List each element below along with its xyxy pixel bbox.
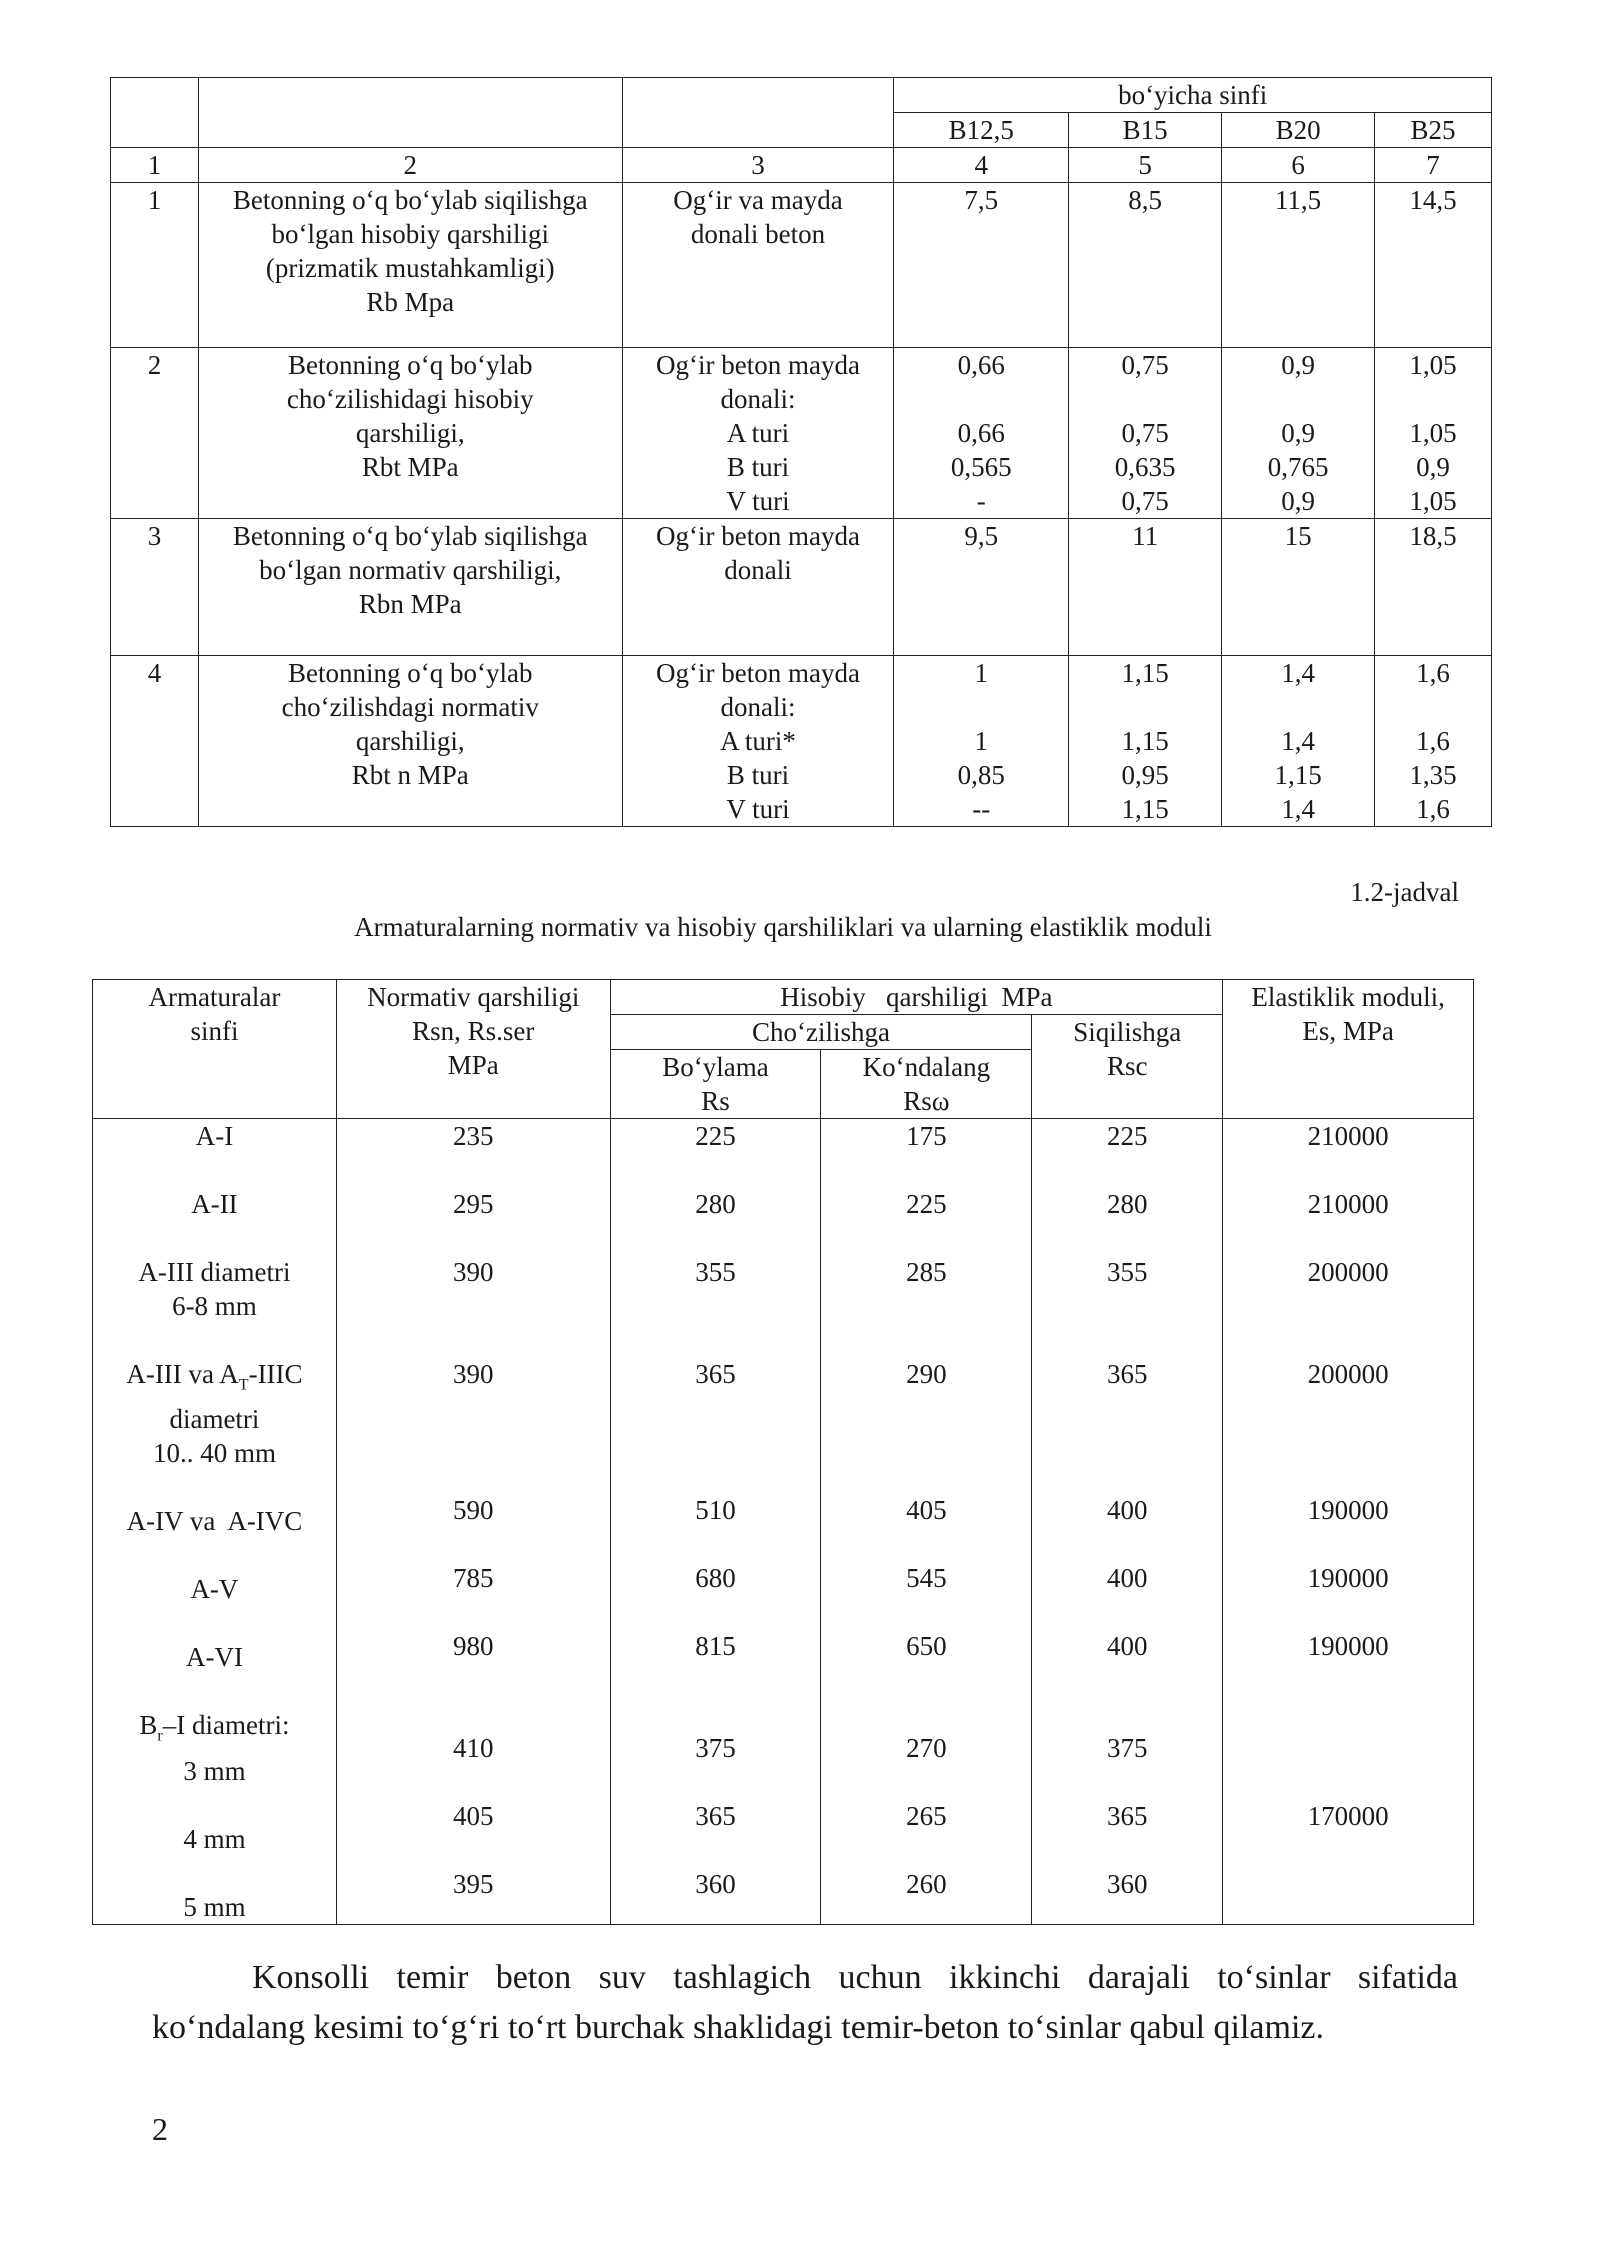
header-class [93, 980, 337, 1119]
value-line: 1,05 [1409, 418, 1457, 448]
concrete-type [622, 183, 894, 348]
value-line: 375 [695, 1733, 736, 1763]
spacer [1227, 1323, 1469, 1357]
spacer [1227, 1663, 1469, 1697]
value-cell [894, 656, 1069, 827]
header-empty-cell [111, 78, 199, 148]
spacer [825, 1289, 1027, 1323]
value-line: 980 [453, 1631, 494, 1661]
value-cell: 9,5 [894, 519, 1069, 656]
class-line: 6-8 mm [172, 1291, 257, 1321]
value-cell: 8,5 [1069, 183, 1222, 348]
value-line: 225 [906, 1189, 947, 1219]
text-line: Rbt MPa [361, 452, 459, 482]
value-line: 0,95 [1121, 760, 1169, 790]
value-line: 0,66 [957, 350, 1005, 380]
spacer [97, 1606, 332, 1640]
body-paragraph [152, 1953, 1458, 2053]
spacer [825, 1527, 1027, 1561]
value-line: 1,05 [1409, 486, 1457, 516]
spacer [825, 1459, 1027, 1493]
class-line: A-II [191, 1189, 238, 1219]
class-text: B [139, 1710, 158, 1741]
spacer [1036, 1425, 1218, 1459]
header-compression [1032, 1015, 1223, 1119]
value-line [1379, 690, 1487, 724]
text-line: cho‘zilishidagi hisobiy [286, 384, 534, 414]
value-line: 0,9 [1281, 350, 1315, 380]
spacer [615, 1153, 817, 1187]
text-line: (prizmatik mustahkamligi) [265, 253, 555, 283]
value-line: 410 [453, 1733, 494, 1763]
value-line: 390 [453, 1257, 494, 1287]
row-number: 3 [111, 519, 199, 656]
value-line: 190000 [1307, 1631, 1389, 1661]
text-line: Betonning o‘q bo‘ylab siqilishga [232, 185, 588, 215]
text-line: A turi* [720, 726, 796, 756]
class-line: A-IV va A-IVC [126, 1506, 303, 1537]
class-text: A-III va A [126, 1359, 239, 1389]
value-line: 1,15 [1121, 658, 1169, 688]
column-number: 1 [111, 148, 199, 183]
text-line: Rsω [903, 1086, 950, 1116]
spacer [615, 1459, 817, 1493]
column-number: 5 [1069, 148, 1222, 183]
value-line: 280 [1107, 1189, 1148, 1219]
value-line: 360 [1107, 1869, 1148, 1899]
value-line: 365 [695, 1801, 736, 1831]
class-line [97, 1708, 332, 1753]
text-line: Es, MPa [1302, 1016, 1394, 1046]
text-line: Bo‘ylama [662, 1052, 769, 1082]
row-number: 4 [111, 656, 199, 827]
spacer [341, 1833, 606, 1867]
spacer [615, 1221, 817, 1255]
value-line [1036, 1697, 1218, 1731]
text-line: Betonning o‘q bo‘ylab [288, 350, 533, 380]
spacer [615, 1833, 817, 1867]
value-line: 1,6 [1416, 658, 1450, 688]
value-line: 1 [974, 726, 989, 756]
spacer [341, 1289, 606, 1323]
text-line: cho‘zilishdagi normativ [281, 692, 539, 722]
value-line: 0,635 [1114, 452, 1176, 482]
spacer [1036, 1595, 1218, 1629]
spacer [1227, 1459, 1469, 1493]
value-line [1073, 382, 1217, 416]
value-cell [1222, 656, 1375, 827]
spacer [615, 1765, 817, 1799]
value-line: 0,765 [1267, 452, 1329, 482]
value-line: 365 [1107, 1801, 1148, 1831]
value-line: 175 [906, 1121, 947, 1151]
value-line: 0,9 [1281, 418, 1315, 448]
class-header: B15 [1069, 113, 1222, 148]
modulus-column [1223, 1119, 1474, 1925]
text-line: sinfi [190, 1016, 239, 1046]
page-number: 2 [152, 2111, 168, 2147]
class-line: A-III diametri [138, 1257, 291, 1287]
table-number: 1.2-jadval [1350, 877, 1459, 907]
spacer [1227, 1595, 1469, 1629]
spacer [1227, 1391, 1469, 1425]
value-cell [1069, 656, 1222, 827]
value-line: 1,4 [1281, 794, 1315, 824]
spacer [97, 1788, 332, 1822]
text-line: MPa [447, 1050, 499, 1080]
class-cell [93, 1119, 337, 1925]
text-line: Rsn, Rs.ser [412, 1016, 535, 1046]
table-header-row [93, 980, 1474, 1015]
text-line: Ko‘ndalang [862, 1052, 991, 1082]
spacer [341, 1391, 606, 1425]
resistance-name [198, 183, 622, 348]
value-line: -- [972, 794, 991, 824]
value-line [898, 690, 1064, 724]
spacer [615, 1289, 817, 1323]
table-row [93, 1119, 1474, 1925]
value-line: 295 [453, 1189, 494, 1219]
table-row [111, 348, 1492, 519]
value-line: 200000 [1307, 1359, 1389, 1389]
class-line: diametri [169, 1404, 260, 1435]
text-line: bo‘lgan hisobiy qarshiligi [271, 219, 549, 249]
value-line: 170000 [1307, 1801, 1389, 1831]
value-line: 545 [906, 1563, 947, 1593]
class-line: A-I [195, 1121, 234, 1151]
spacer [97, 1323, 332, 1357]
value-line [1227, 1697, 1469, 1731]
text-line: donali [724, 555, 792, 585]
spacer [1227, 1221, 1469, 1255]
class-line [97, 1357, 332, 1402]
value-line: 815 [695, 1631, 736, 1661]
value-line: 355 [1107, 1257, 1148, 1287]
spacer [1036, 1221, 1218, 1255]
spacer [97, 1153, 332, 1187]
value-line: 210000 [1307, 1189, 1389, 1219]
normative-column [336, 1119, 610, 1925]
value-line: 225 [1107, 1121, 1148, 1151]
value-line: 680 [695, 1563, 736, 1593]
value-line: 270 [906, 1733, 947, 1763]
value-line: 1,15 [1274, 760, 1322, 790]
spacer [615, 1391, 817, 1425]
value-line: 190000 [1307, 1495, 1389, 1525]
spacer [97, 1538, 332, 1572]
spacer [1227, 1833, 1469, 1867]
text-line: Normativ qarshiligi [367, 982, 580, 1012]
text-line: Armaturalar [148, 982, 281, 1012]
spacer [341, 1221, 606, 1255]
header-tension: Cho‘zilishga [610, 1015, 1032, 1050]
value-line [1073, 690, 1217, 724]
value-line: 390 [453, 1359, 494, 1389]
value-line: 0,75 [1121, 486, 1169, 516]
value-cell: 18,5 [1375, 519, 1492, 656]
resistance-name [198, 519, 622, 656]
value-cell [1222, 348, 1375, 519]
spacer [825, 1833, 1027, 1867]
class-header: B25 [1375, 113, 1492, 148]
text-line: B turi [726, 452, 790, 482]
header-normative [336, 980, 610, 1119]
value-cell: 7,5 [894, 183, 1069, 348]
text-line: Rb Mpa [366, 287, 455, 317]
resistance-name [198, 656, 622, 827]
header-empty-cell [622, 78, 894, 148]
spacer [615, 1323, 817, 1357]
spacer [97, 1470, 332, 1504]
spacer [97, 1674, 332, 1708]
value-line: 285 [906, 1257, 947, 1287]
value-line [341, 1697, 606, 1731]
spacer [1036, 1153, 1218, 1187]
text-line: qarshiligi, [355, 726, 465, 756]
table-header-row [111, 78, 1492, 113]
column-number: 4 [894, 148, 1069, 183]
spacer [1036, 1663, 1218, 1697]
value-cell: 15 [1222, 519, 1375, 656]
value-line [1379, 382, 1487, 416]
value-line: 0,9 [1281, 486, 1315, 516]
text-line: Og‘ir beton mayda [656, 350, 860, 380]
spacer [1227, 1153, 1469, 1187]
value-line: 405 [453, 1801, 494, 1831]
value-line: 290 [906, 1359, 947, 1389]
value-line: 0,565 [950, 452, 1012, 482]
value-line: 0,66 [957, 418, 1005, 448]
spacer [1036, 1527, 1218, 1561]
text-line: Rs [701, 1086, 730, 1116]
value-line: 400 [1107, 1495, 1148, 1525]
value-line: 395 [453, 1869, 494, 1899]
spacer [1227, 1765, 1469, 1799]
spacer [825, 1595, 1027, 1629]
header-empty-cell [198, 78, 622, 148]
value-line: 1,15 [1121, 726, 1169, 756]
value-line: 235 [453, 1121, 494, 1151]
spacer [341, 1323, 606, 1357]
value-line: 280 [695, 1189, 736, 1219]
value-line: 360 [695, 1869, 736, 1899]
value-line [1226, 690, 1370, 724]
value-line: 225 [695, 1121, 736, 1151]
value-line: 1,15 [1121, 794, 1169, 824]
class-line: A-VI [185, 1642, 243, 1673]
value-line [825, 1697, 1027, 1731]
value-line: 375 [1107, 1733, 1148, 1763]
spacer [825, 1765, 1027, 1799]
value-line: 1,6 [1416, 794, 1450, 824]
paragraph-line: Konsolli temir beton suv tashlagich uchun ikkinchi darajali to‘sinlar sifatida [252, 1959, 1458, 1996]
spacer [97, 1856, 332, 1890]
compression-column [1032, 1119, 1223, 1925]
value-line: 355 [695, 1257, 736, 1287]
text-line: Rbt n MPa [351, 760, 469, 790]
spacer [825, 1153, 1027, 1187]
longitudinal-column [610, 1119, 821, 1925]
spacer [615, 1663, 817, 1697]
text-line: donali beton [690, 219, 826, 249]
column-number-row [111, 148, 1492, 183]
spacer [341, 1765, 606, 1799]
value-line [1227, 1731, 1469, 1765]
text-line: Og‘ir beton mayda [656, 521, 860, 551]
class-header: B20 [1222, 113, 1375, 148]
concrete-type [622, 519, 894, 656]
text-line: Betonning o‘q bo‘ylab [288, 658, 533, 688]
class-line: A-V [190, 1574, 239, 1605]
spacer [1227, 1425, 1469, 1459]
value-line: 210000 [1307, 1121, 1389, 1151]
text-line: qarshiligi, [355, 418, 465, 448]
header-elastic-modulus [1223, 980, 1474, 1119]
value-line: 0,75 [1121, 418, 1169, 448]
value-line: 1,4 [1281, 658, 1315, 688]
spacer [825, 1425, 1027, 1459]
header-longitudinal [610, 1050, 821, 1119]
resistance-name [198, 348, 622, 519]
paragraph-line: ko‘ndalang kesimi to‘g‘ri to‘rt burchak shaklidagi temir-beton to‘sinlar qabul qilamiz. [152, 2009, 1325, 2046]
subscript: r [157, 1727, 163, 1745]
value-cell [1375, 348, 1492, 519]
class-text: -IIIC [248, 1359, 303, 1389]
spacer [825, 1323, 1027, 1357]
value-line: 1,05 [1409, 350, 1457, 380]
concrete-resistance-table [110, 77, 1492, 827]
column-number: 3 [622, 148, 894, 183]
class-line: 5 mm [183, 1891, 246, 1922]
value-cell: 14,5 [1375, 183, 1492, 348]
header-calculated: Hisobiy qarshiligi MPa [610, 980, 1223, 1015]
spacer [1036, 1323, 1218, 1357]
value-line [1226, 382, 1370, 416]
spacer [825, 1663, 1027, 1697]
concrete-type [622, 348, 894, 519]
value-line: - [976, 486, 986, 516]
spacer [341, 1425, 606, 1459]
text-line: Og‘ir va mayda [673, 185, 843, 215]
value-line: 1,6 [1416, 726, 1450, 756]
class-line: 3 mm [183, 1755, 246, 1786]
class-line: 4 mm [183, 1823, 246, 1854]
spacer [341, 1153, 606, 1187]
row-number: 1 [111, 183, 199, 348]
value-line: 1,35 [1409, 760, 1457, 790]
value-line: 265 [906, 1801, 947, 1831]
value-line [1227, 1867, 1469, 1901]
text-line: V turi [726, 794, 790, 824]
value-line: 0,85 [957, 760, 1005, 790]
subscript: T [238, 1376, 249, 1394]
spacer [1227, 1527, 1469, 1561]
table-caption: Armaturalarning normativ va hisobiy qarshiliklari va ularning elastiklik moduli [354, 912, 1212, 942]
class-text: –I diametri: [162, 1710, 290, 1741]
spacer [1036, 1765, 1218, 1799]
row-number: 2 [111, 348, 199, 519]
transverse-column [821, 1119, 1032, 1925]
spacer [1227, 1289, 1469, 1323]
value-line: 1,4 [1281, 726, 1315, 756]
spacer [97, 1221, 332, 1255]
text-line: Betonning o‘q bo‘ylab siqilishga [232, 521, 588, 551]
spacer [825, 1391, 1027, 1425]
concrete-type [622, 656, 894, 827]
spacer [615, 1527, 817, 1561]
value-line: 365 [1107, 1359, 1148, 1389]
value-cell [894, 348, 1069, 519]
column-number: 7 [1375, 148, 1492, 183]
value-line: 650 [906, 1631, 947, 1661]
spacer [615, 1425, 817, 1459]
spacer [1036, 1289, 1218, 1323]
value-cell [1375, 656, 1492, 827]
spacer [341, 1459, 606, 1493]
value-line: 785 [453, 1563, 494, 1593]
text-line: V turi [726, 486, 790, 516]
text-line: Og‘ir beton mayda [656, 658, 860, 688]
value-line: 510 [695, 1495, 736, 1525]
text-line: A turi [726, 418, 790, 448]
value-line: 1 [974, 658, 989, 688]
spacer [341, 1663, 606, 1697]
table-row [111, 519, 1492, 656]
header-transverse [821, 1050, 1032, 1119]
value-line: 400 [1107, 1631, 1148, 1661]
value-cell: 11,5 [1222, 183, 1375, 348]
text-line: donali: [720, 384, 796, 414]
spacer [341, 1595, 606, 1629]
text-line: Elastiklik moduli, [1251, 982, 1445, 1012]
class-header: B12,5 [894, 113, 1069, 148]
table-row [111, 656, 1492, 827]
text-line: Rsc [1107, 1051, 1148, 1081]
value-cell [1069, 348, 1222, 519]
value-line: 365 [695, 1359, 736, 1389]
spacer [825, 1221, 1027, 1255]
class-group-header: bo‘yicha sinfi [894, 78, 1492, 113]
value-line: 190000 [1307, 1563, 1389, 1593]
text-line: donali: [720, 692, 796, 722]
class-line: 10.. 40 mm [152, 1438, 276, 1469]
value-line [898, 382, 1064, 416]
reinforcement-table [92, 979, 1474, 1925]
value-cell: 11 [1069, 519, 1222, 656]
text-line: bo‘lgan normativ qarshiligi, [259, 555, 562, 585]
value-line: 260 [906, 1869, 947, 1899]
column-number: 2 [198, 148, 622, 183]
spacer [341, 1527, 606, 1561]
value-line [615, 1697, 817, 1731]
spacer [1036, 1391, 1218, 1425]
table-row [111, 183, 1492, 348]
value-line: 405 [906, 1495, 947, 1525]
value-line: 0,75 [1121, 350, 1169, 380]
column-number: 6 [1222, 148, 1375, 183]
value-line: 590 [453, 1495, 494, 1525]
spacer [1036, 1833, 1218, 1867]
text-line: B turi [726, 760, 790, 790]
text-line: Rbn MPa [358, 589, 462, 619]
spacer [615, 1595, 817, 1629]
text-line: Siqilishga [1073, 1017, 1182, 1047]
spacer [1036, 1459, 1218, 1493]
value-line: 200000 [1307, 1257, 1389, 1287]
value-line: 400 [1107, 1563, 1148, 1593]
value-line: 0,9 [1416, 452, 1450, 482]
